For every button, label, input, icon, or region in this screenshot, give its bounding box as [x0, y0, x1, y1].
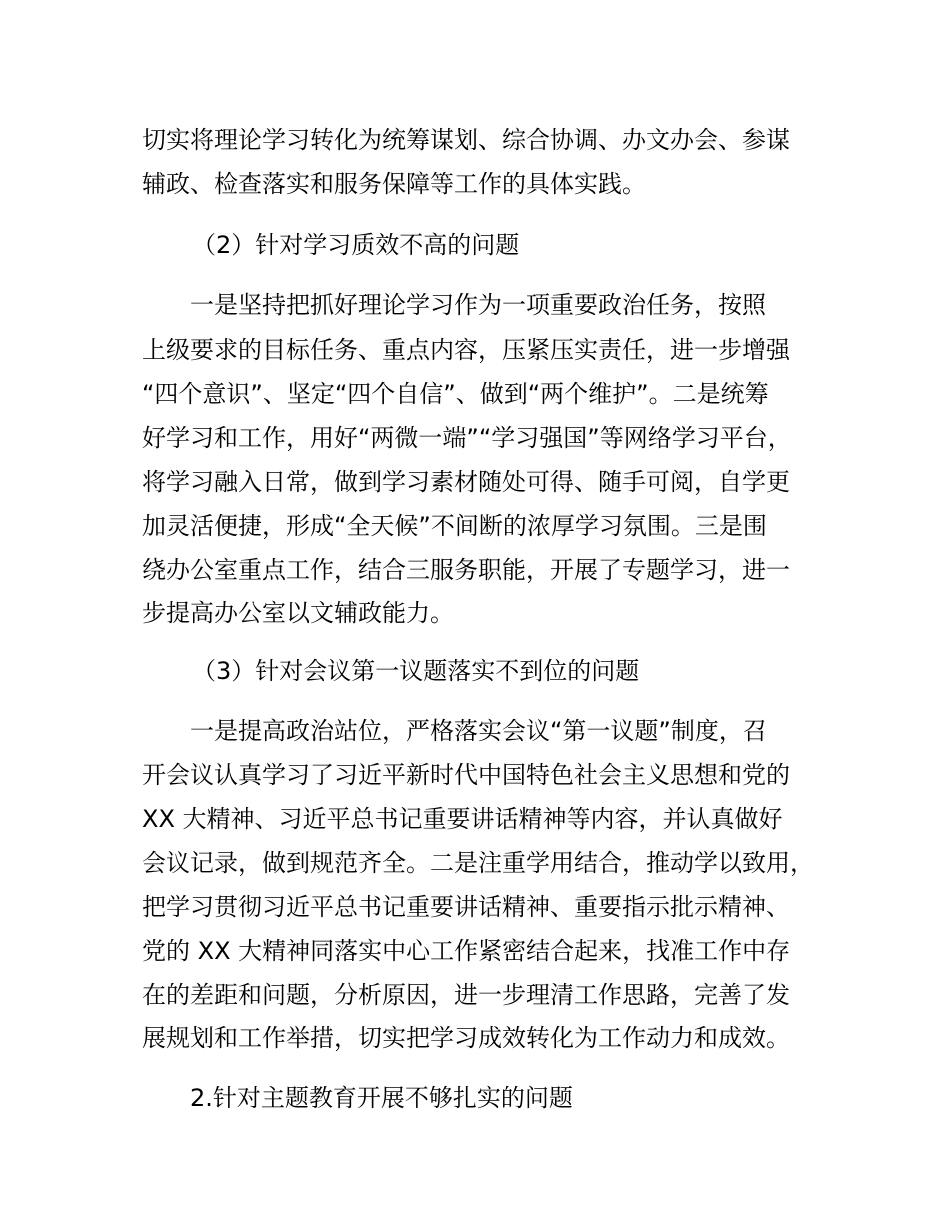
paragraph-line: 党的 XX 大精神同落实中心工作紧密结合起来，找准工作中存 [142, 937, 791, 965]
paragraph-line: 在的差距和问题，分析原因，进一步理清工作思路，完善了发 [142, 981, 790, 1009]
paragraph-line: 好学习和工作，用好“两微一端”“学习强国”等网络学习平台， [142, 424, 792, 452]
paragraph-line: 将学习融入日常，做到学习素材随处可得、随手可阅，自学更 [142, 468, 790, 496]
paragraph-line: 加灵活便捷，形成“全天候”不间断的浓厚学习氛围。三是围 [142, 512, 767, 540]
paragraph-line: 开会议认真学习了习近平新时代中国特色社会主义思想和党的 [142, 761, 790, 789]
paragraph-line: 步提高办公室以文辅政能力。 [142, 599, 454, 627]
section-heading: （3）针对会议第一议题落实不到位的问题 [192, 657, 640, 685]
paragraph-line: XX 大精神、习近平总书记重要讲话精神等内容，并认真做好 [142, 805, 783, 833]
paragraph-line: 切实将理论学习转化为统筹谋划、综合协调、办文办会、参谋 [142, 126, 790, 154]
section-heading: （2）针对学习质效不高的问题 [192, 231, 520, 259]
paragraph-line: 把学习贯彻习近平总书记重要讲话精神、重要指示批示精神、 [142, 893, 790, 921]
paragraph-line: 会议记录，做到规范齐全。二是注重学用结合，推动学以致用， [142, 849, 814, 877]
paragraph-line: 辅政、检查落实和服务保障等工作的具体实践。 [142, 170, 646, 198]
paragraph-line: 上级要求的目标任务、重点内容，压紧压实责任，进一步增强 [142, 336, 790, 364]
paragraph-line: 一是坚持把抓好理论学习作为一项重要政治任务，按照 [190, 291, 766, 319]
section-heading: 2.针对主题教育开展不够扎实的问题 [190, 1084, 573, 1112]
paragraph-line: 展规划和工作举措，切实把学习成效转化为工作动力和成效。 [142, 1024, 790, 1052]
paragraph-line: 一是提高政治站位，严格落实会议“第一议题”制度，召 [190, 717, 767, 745]
paragraph-line: 绕办公室重点工作，结合三服务职能，开展了专题学习，进一 [142, 556, 790, 584]
paragraph-line: “四个意识”、坚定“四个自信”、做到“两个维护”。二是统筹 [142, 380, 769, 408]
